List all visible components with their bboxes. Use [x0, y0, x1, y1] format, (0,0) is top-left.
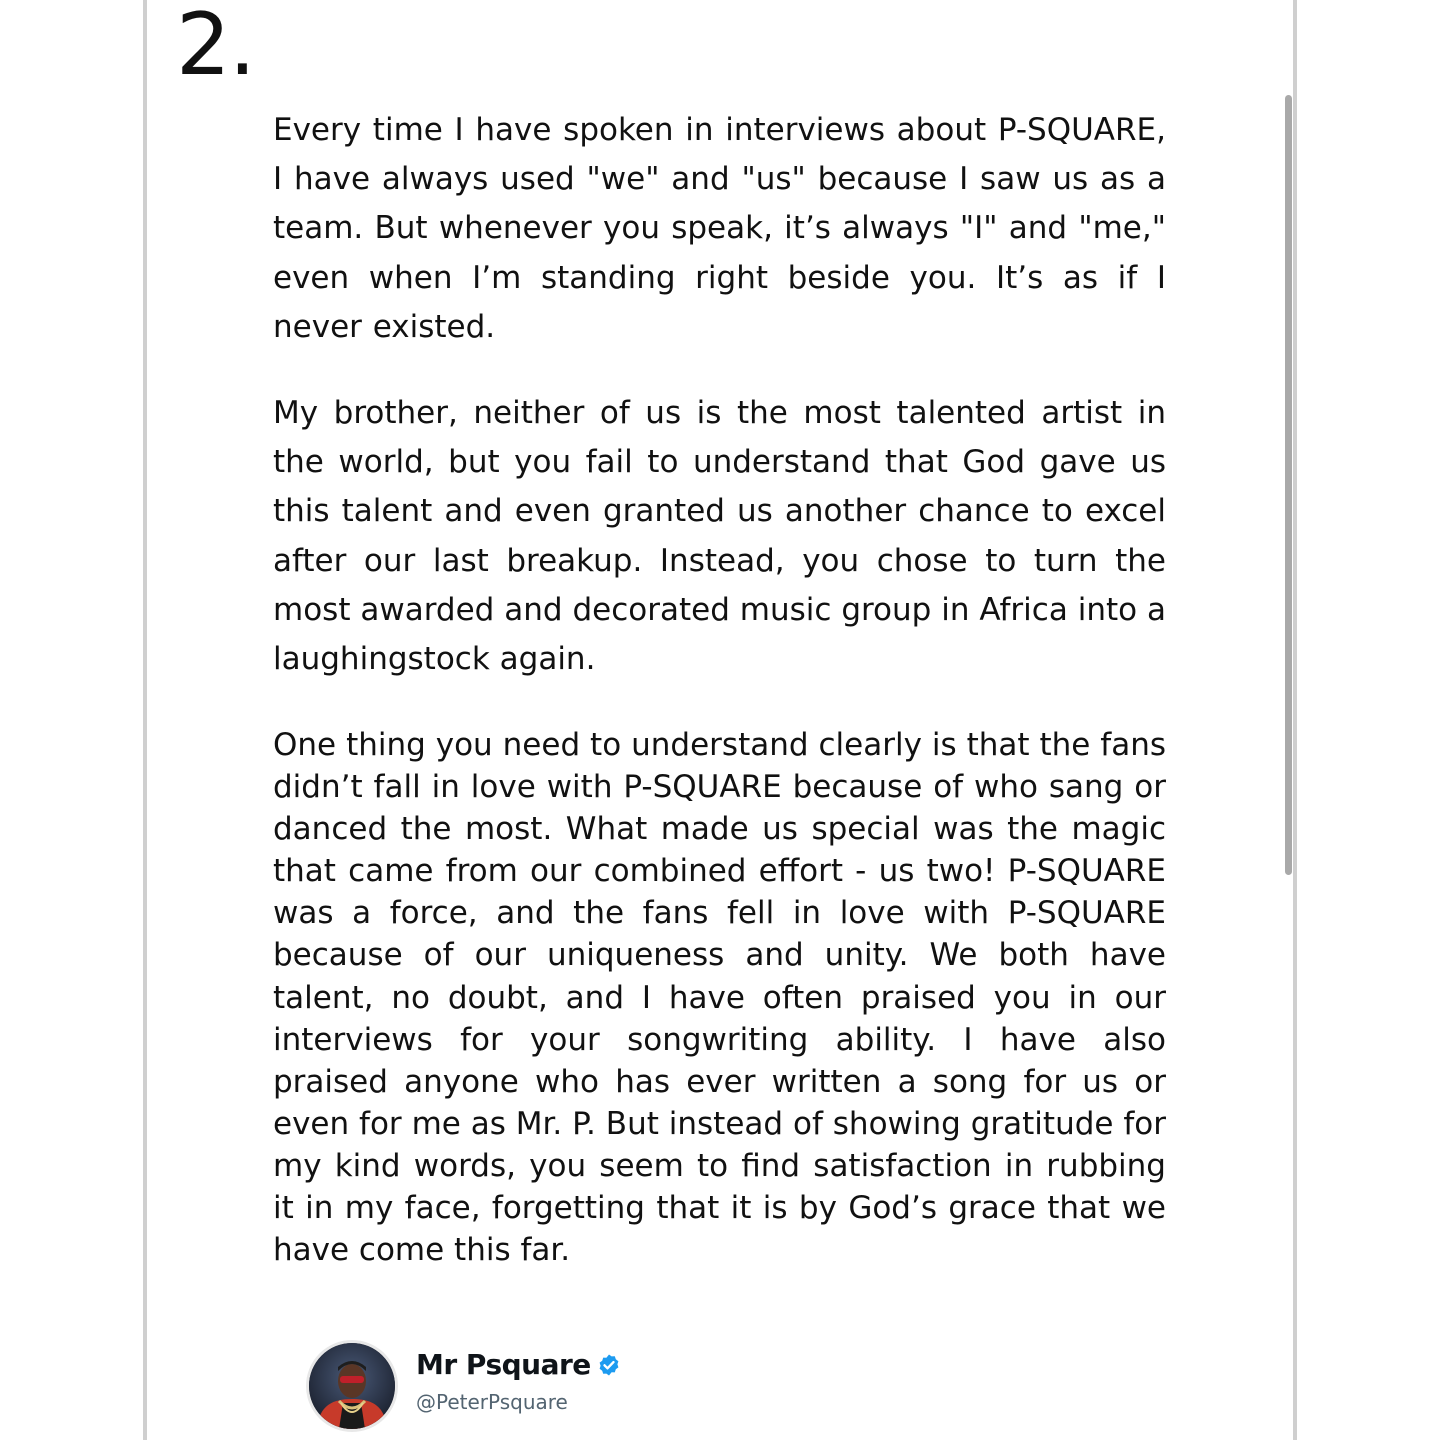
page-border-left — [143, 0, 147, 1440]
paragraph-1: Every time I have spoken in interviews about P-SQUARE, I have always used "we" and "us" because I saw us as a team. But whenever you speak, it’s always "I" and "me," even when I’m standing right beside you. It’s as if I never existed. — [273, 112, 1166, 345]
avatar[interactable] — [306, 1340, 398, 1432]
paragraph-2: My brother, neither of us is the most talented artist in the world, but you fail to understand that God gave us this talent and even granted us another chance to excel after our last breakup. Instead, you chose to turn the most awarded and decorated music group in Africa into a laughingstock again. — [273, 395, 1166, 678]
author-card[interactable] — [306, 1340, 706, 1436]
post-number: 2. — [176, 0, 255, 95]
avatar-photo — [309, 1343, 395, 1429]
page-border-right — [1293, 0, 1297, 1440]
scrollbar[interactable] — [1285, 95, 1292, 875]
paragraph-3: One thing you need to understand clearly is that the fans didn’t fall in love with P-SQUARE because of who sang or danced the most. What made us special was the magic that came from our combined effort - us two! P-SQUARE was a force, and the fans fell in love with P-SQUARE because of our uniqueness and unity. We both have talent, no doubt, and I have often praised you in our interviews for your songwriting ability. I have also praised anyone who has ever written a song for us or even for me as Mr. P. But instead of showing gratitude for my kind words, you seem to find satisfaction in rubbing it in my face, forgetting that it is by God’s grace that we have come this far. — [273, 727, 1166, 1269]
author-name[interactable]: Mr Psquare — [416, 1348, 591, 1381]
verified-badge-icon — [597, 1353, 621, 1377]
author-name-row — [416, 1348, 621, 1381]
author-handle[interactable]: @PeterPsquare — [416, 1390, 568, 1414]
